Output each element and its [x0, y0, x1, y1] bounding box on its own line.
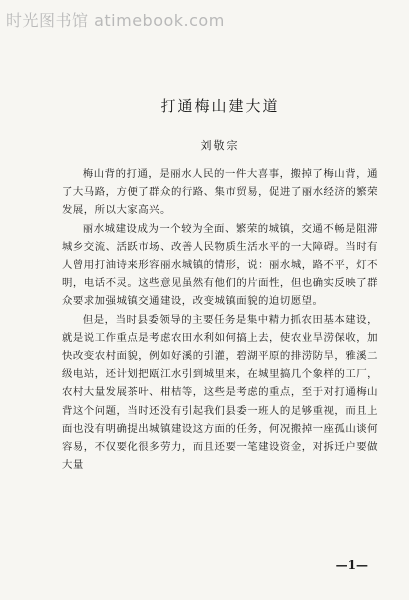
paragraph-1: 梅山背的打通，是丽水人民的一件大喜事，搬掉了梅山背，通了大马路，方便了群众的行路、集市贸易，促进了丽水经济的繁荣发展，所以大家高兴。 [62, 168, 378, 217]
paragraph-3: 但是，当时县委领导的主要任务是集中精力抓农田基本建设，就是说工作重点是考虑农田水利如何搞上去，使农业旱涝保收，加快改变农村面貌，例如好溪的引灌，碧湖平原的排涝防旱，雅溪二级电站，还计划把瓯江水引到城里来，在城里搞几个象样的工厂，农村大量发展茶叶、柑桔等，这些是考虑的重点，至于对打通梅山背这个问题，当时还没有引起我们县委一班人的足够重视，而且上面也没有明确提出城镇建设这方面的任务，何况搬掉一座孤山谈何容易，不仅要化很多劳力，而且还要一笔建设资金，对拆迁户要做大量 [62, 313, 378, 472]
paragraph-2: 丽水城建设成为一个较为全面、繁荣的城镇，交通不畅是阻滞城乡交流、活跃市场、改善人民物质生活水平的一大障碍。当时有人曾用打油诗来形容丽水城镇的情形，说：丽水城，路不平，灯不明，电话不灵。这些意见虽然有他们的片面性，但也确实反映了群众要求加强城镇交通建设，改变城镇面貌的迫切愿望。 [62, 222, 378, 308]
article-body [62, 165, 378, 474]
watermark: 时光图书馆 atimebook.com [6, 11, 225, 30]
page-number: —1— [335, 558, 368, 572]
article-title: 打通梅山建大道 [160, 97, 280, 115]
article-author: 刘敬宗 [200, 139, 240, 152]
